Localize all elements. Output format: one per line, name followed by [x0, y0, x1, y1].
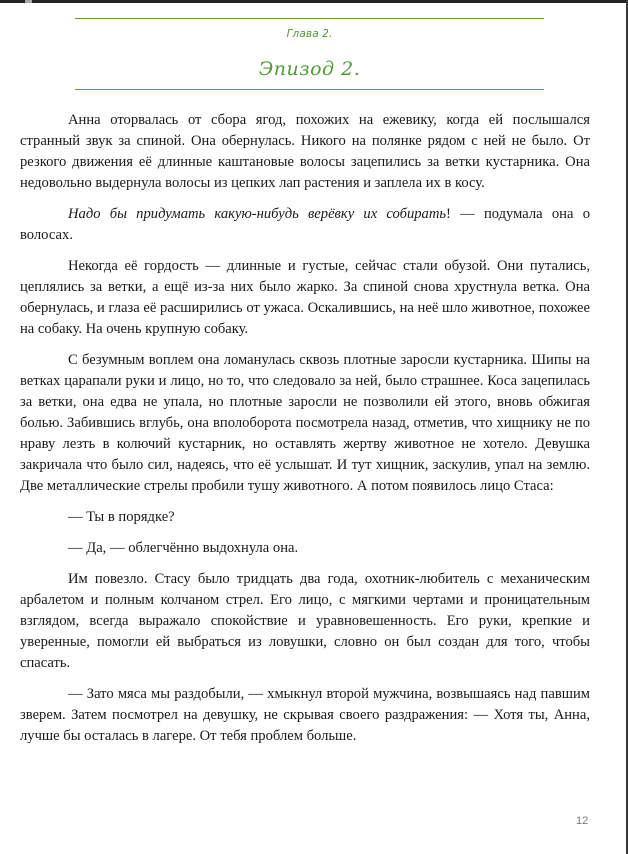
- dialogue-line: — Да, — облегчённо выдохнула она.: [68, 540, 299, 556]
- episode-title: Эпизод 2.: [258, 58, 361, 80]
- paragraph: Им повезло. Стасу было тридцать два года, охотник-любитель с механическим арбалетом и полным колчаном стрел. Его лицо, с мягкими чертами и проницательным взглядом, всегда выражало спокойствие и уравновешенность. Его руки, крепкие и уверенные, помогли ей выбраться из ловушки, словно он был создан для того, чтобы спасать.: [20, 571, 590, 671]
- paragraph: — Зато мяса мы раздобыли, — хмыкнул второй мужчина, возвышаясь над павшим зверем. Затем посмотрел на девушку, не скрывая своего раздражения: — Хотя ты, Анна, лучше бы осталась в лагере. От тебя проблем больше.: [20, 686, 590, 744]
- paragraph: Некогда её гордость — длинные и густые, сейчас стали обузой. Они путались, цеплялись за ветки, а ещё из-за них было жарко. За спиной снова хрустнула ветка. Она обернулась, и глаза её расширились от ужаса. Оскалившись, на неё шло животное, похожее на собаку. На очень крупную собаку.: [20, 258, 590, 337]
- dialogue-line: — Ты в порядке?: [68, 509, 175, 525]
- document-body: [20, 110, 590, 757]
- window-top-bar: [0, 0, 628, 3]
- page-number: 12: [576, 815, 589, 827]
- header-top-rule: [75, 18, 544, 19]
- chapter-heading: Глава 2.: [286, 28, 333, 40]
- paragraph: С безумным воплем она ломанулась сквозь плотные заросли кустарника. Шипы на ветках царапали руки и лицо, но то, что следовало за ней, было страшнее. Коса зацепилась за ветки, она едва не упала, но плотные заросли не позволили ей этого, вновь обжигая болью. Забившись вглубь, она вполоборота посмотрела назад, отметив, что хищнику не по нраву лезть в колючий кустарник, но оставлять жертву животное не хотело. Девушка закричала что было сил, надеясь, что её услышат. И тут хищник, заскулив, упал на землю. Две металлические стрелы пробили тушу животного. А потом появилось лицо Стаса:: [20, 352, 590, 494]
- header-bottom-rule: [75, 89, 544, 90]
- window-tab-handle[interactable]: [25, 0, 32, 3]
- italic-thought: Надо бы придумать какую-нибудь верёвку их собирать: [68, 206, 447, 222]
- paragraph-text: ! — подумала она о волосах.: [20, 206, 590, 243]
- paragraph: Анна оторвалась от сбора ягод, похожих на ежевику, когда ей послышался странный звук за спиной. Она обернулась. Никого на полянке рядом с ней не было. От резкого движения её длинные каштановые волосы зацепились за ветки кустарника. Она недовольно выдернула волосы из цепких лап растения и заплела их в косу.: [20, 112, 590, 191]
- paragraph: [20, 204, 590, 246]
